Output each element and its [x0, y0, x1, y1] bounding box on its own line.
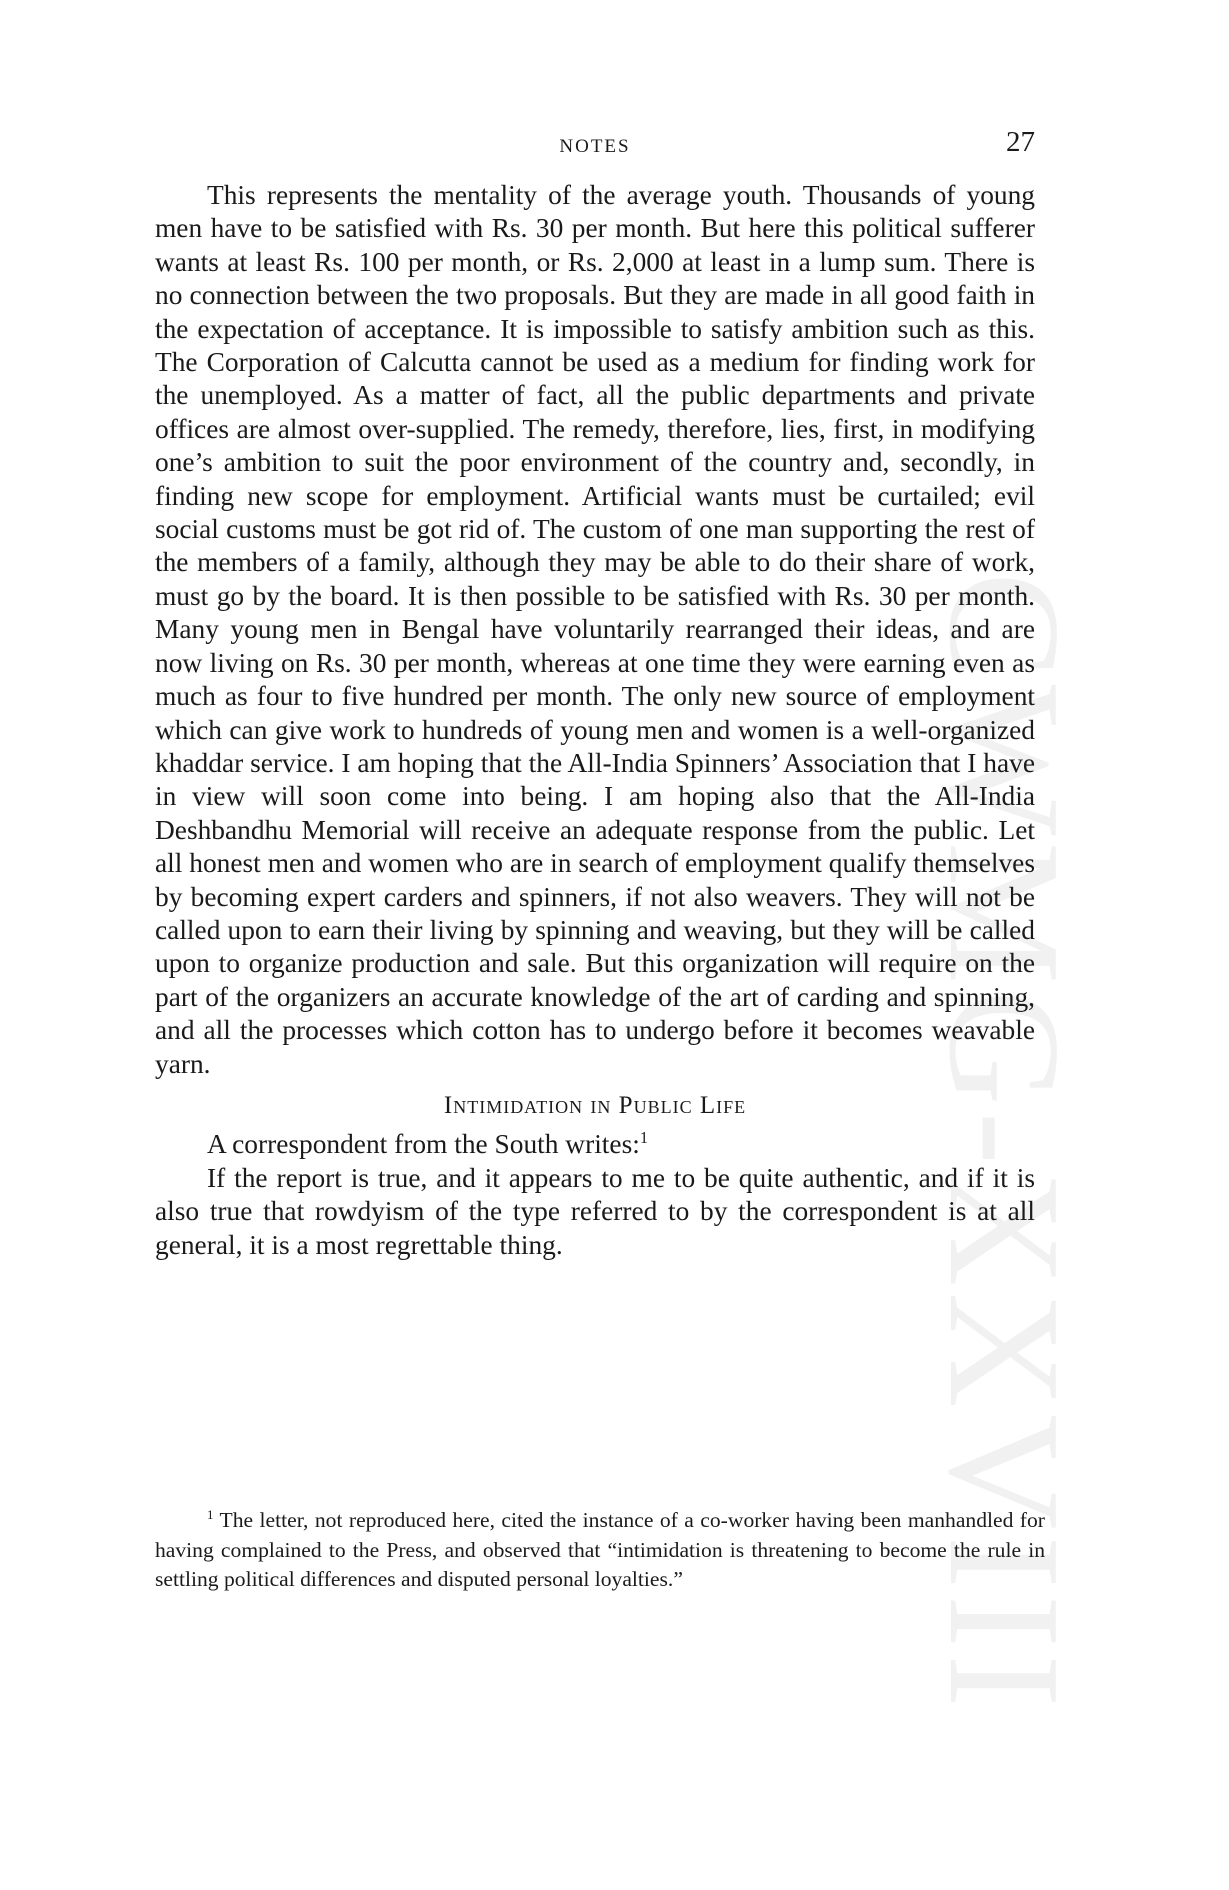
section-heading: Intimidation in Public Life [443, 1091, 747, 1119]
footnote-reference: 1 [639, 1128, 649, 1148]
body-text [155, 179, 1035, 1262]
paragraph-mentality-of-youth: This represents the mentality of the average youth. Thousands of young men have to be satisfied with Rs. 30 per month. But here this political sufferer wants at least Rs. 100 per month, or Rs. 2,000 at least in a lump sum. There is no connection between the two proposals. But they are made in all good faith in the expectation of acceptance. It is impossible to satisfy ambition such as this. The Corporation of Calcutta cannot be used as a medium for finding work for the unemployed. As a matter of fact, all the public departments and private offices are almost over-supplied. The remedy, therefore, lies, first, in modifying one’s ambition to suit the poor environment of the country and, secondly, in finding new scope for employment. Artificial wants must be curtailed; evil social customs must be got rid of. The custom of one man supporting the rest of the members of a family, although they may be able to do their share of work, must go by the board. It is then possible to be satisfied with Rs. 30 per month. Many young men in Bengal have voluntarily rearranged their ideas, and are now living on Rs. 30 per month, whereas at one time they were earning even as much as four to five hundred per month. The only new source of employment which can give work to hundreds of young men and women is a well-organized khaddar service. I am hoping that the All-India Spinners’ Association that I have in view will soon come into being. I am hoping also that the All-India Deshbandhu Memorial will receive an adequate response from the public. Let all honest men and women who are in search of employment qualify themselves by becoming expert carders and spinners, if not also weavers. They will not be called upon to earn their living by spinning and weaving, but they will be called upon to organize production and sale. But this organization will require on the part of the organizers an accurate knowledge of the art of carding and spinning, and all the processes which cotton has to undergo before it becomes weavable yarn. [155, 180, 1035, 1079]
watermark: CWMG-XXVIII [916, 572, 1094, 1714]
footnote-text: The letter, not reproduced here, cited the instance of a co-worker having been manhandled for having complained to the Press, and observed that “intimidation is threatening to become the rule in settling political differences and disputed personal loyalties.” [155, 1508, 1045, 1592]
footnote [155, 1506, 1045, 1595]
page-number: 27 [1006, 126, 1035, 158]
paragraph-correspondent-text: A correspondent from the South writes: [207, 1129, 640, 1160]
running-head-title: NOTES [559, 136, 631, 157]
paragraph-correspondent [155, 1128, 1035, 1161]
running-head [155, 126, 1035, 166]
footnote-body [155, 1506, 1045, 1595]
paragraph-report: If the report is true, and it appears to me to be quite authentic, and if it is also true that rowdyism of the type referred to by the correspondent is at all general, it is a most regrettable thing. [155, 1162, 1035, 1260]
footnote-marker: 1 [207, 1506, 214, 1522]
